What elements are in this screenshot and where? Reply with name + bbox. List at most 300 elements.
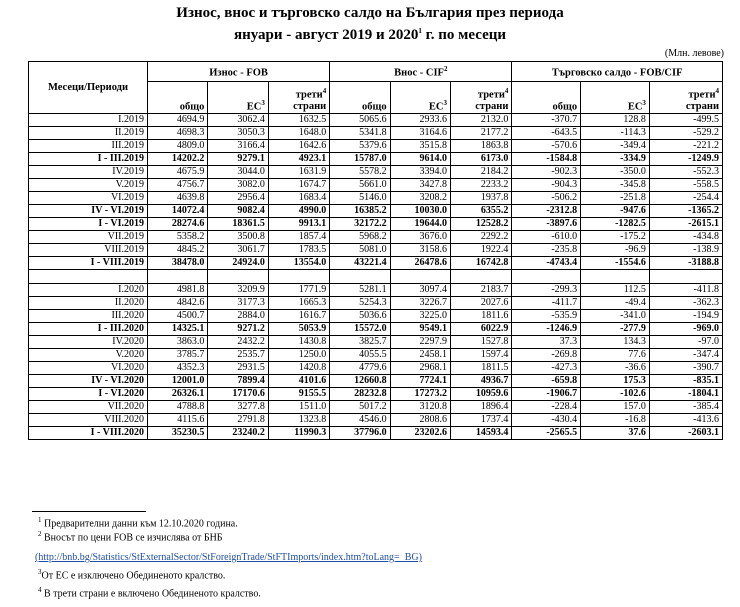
value-cell: 4698.3 [148, 127, 208, 140]
sub-header: трети$^4$ страни [268, 82, 329, 114]
sub-header: $ЕС^3$ [581, 82, 650, 114]
value-cell: -385.4 [649, 401, 722, 414]
table-row [29, 153, 723, 166]
value-cell: -427.3 [512, 362, 581, 375]
table-row [29, 218, 723, 231]
value-cell: -3188.8 [649, 257, 722, 270]
period-cell: IV.2019 [29, 166, 148, 179]
period-cell: VI.2020 [29, 362, 148, 375]
value-cell: 5053.9 [268, 323, 329, 336]
period-cell: I - VIII.2019 [29, 257, 148, 270]
value-cell: 9549.1 [390, 323, 450, 336]
value-cell: 6355.2 [451, 205, 512, 218]
value-cell: -529.2 [649, 127, 722, 140]
value-cell: 3394.0 [390, 166, 450, 179]
value-cell: 23240.2 [208, 427, 268, 440]
table-row [29, 401, 723, 414]
value-cell: -2603.1 [649, 427, 722, 440]
value-cell: 1642.6 [268, 140, 329, 153]
sub-header: $ЕС^3$ [390, 82, 450, 114]
value-cell: -411.8 [649, 284, 722, 297]
value-cell: 14325.1 [148, 323, 208, 336]
value-cell: 4809.0 [148, 140, 208, 153]
value-cell: 3061.7 [208, 244, 268, 257]
value-cell: 26326.1 [148, 388, 208, 401]
table-row [29, 414, 723, 427]
value-cell: 1527.8 [451, 336, 512, 349]
value-cell: 1783.5 [268, 244, 329, 257]
value-cell: 4639.8 [148, 192, 208, 205]
group-header: Търговско салдо - FOB/CIF [512, 62, 723, 82]
period-cell: VI.2019 [29, 192, 148, 205]
value-cell: 1430.8 [268, 336, 329, 349]
sub-header: трети$^4$ страни [649, 82, 722, 114]
footnote-2: $^2$ Вносът по цени FOB се изчислява от БНБ [38, 530, 223, 544]
value-cell: -1249.9 [649, 153, 722, 166]
value-cell: -570.6 [512, 140, 581, 153]
table-row [29, 349, 723, 362]
value-cell: 3676.0 [390, 231, 450, 244]
value-cell: 2458.1 [390, 349, 450, 362]
value-cell: 4352.3 [148, 362, 208, 375]
value-cell: 43221.4 [330, 257, 390, 270]
value-cell: 128.8 [581, 114, 650, 127]
value-cell: 24924.0 [208, 257, 268, 270]
value-cell: -499.5 [649, 114, 722, 127]
period-cell: IV.2020 [29, 336, 148, 349]
value-cell: 7899.4 [208, 375, 268, 388]
sub-header: общо [148, 82, 208, 114]
value-cell: 4101.6 [268, 375, 329, 388]
value-cell: 23202.6 [390, 427, 450, 440]
value-cell: 4990.0 [268, 205, 329, 218]
value-cell: -659.8 [512, 375, 581, 388]
value-cell: 3050.3 [208, 127, 268, 140]
value-cell [268, 270, 329, 284]
value-cell: 1683.4 [268, 192, 329, 205]
value-cell: 4055.5 [330, 349, 390, 362]
value-cell: 3164.6 [390, 127, 450, 140]
value-cell: 3785.7 [148, 349, 208, 362]
value-cell: 4842.6 [148, 297, 208, 310]
period-cell: V.2019 [29, 179, 148, 192]
period-cell: III.2019 [29, 140, 148, 153]
value-cell: -114.3 [581, 127, 650, 140]
value-cell: 38478.0 [148, 257, 208, 270]
table-row [29, 427, 723, 440]
value-cell: 37.3 [512, 336, 581, 349]
value-cell: 3158.6 [390, 244, 450, 257]
table-row [29, 297, 723, 310]
value-cell: 9279.1 [208, 153, 268, 166]
value-cell: -558.5 [649, 179, 722, 192]
value-cell: 5379.6 [330, 140, 390, 153]
value-cell: 2956.4 [208, 192, 268, 205]
value-cell: 1674.7 [268, 179, 329, 192]
value-cell: 5341.8 [330, 127, 390, 140]
value-cell: -16.8 [581, 414, 650, 427]
value-cell: -535.9 [512, 310, 581, 323]
period-cell: III.2020 [29, 310, 148, 323]
value-cell: -1906.7 [512, 388, 581, 401]
value-cell: 1937.8 [451, 192, 512, 205]
value-cell: 3208.2 [390, 192, 450, 205]
table-row [29, 231, 723, 244]
value-cell: 3120.8 [390, 401, 450, 414]
value-cell: -49.4 [581, 297, 650, 310]
value-cell: 5358.2 [148, 231, 208, 244]
value-cell: 4115.6 [148, 414, 208, 427]
value-cell: 2027.6 [451, 297, 512, 310]
value-cell: 32172.2 [330, 218, 390, 231]
table-row [29, 336, 723, 349]
table-row [29, 323, 723, 336]
value-cell: -552.3 [649, 166, 722, 179]
value-cell: 5081.0 [330, 244, 390, 257]
table-row [29, 114, 723, 127]
value-cell: -277.9 [581, 323, 650, 336]
value-cell: 3500.8 [208, 231, 268, 244]
value-cell: 13554.0 [268, 257, 329, 270]
value-cell: -254.4 [649, 192, 722, 205]
value-cell: -251.8 [581, 192, 650, 205]
value-cell: -969.0 [649, 323, 722, 336]
value-cell: -506.2 [512, 192, 581, 205]
footnote-4: $^4$ В трети страни е включено Обединеното кралство. [38, 586, 261, 600]
value-cell: 1616.7 [268, 310, 329, 323]
value-cell: 5036.6 [330, 310, 390, 323]
value-cell: 1632.5 [268, 114, 329, 127]
value-cell: 3044.0 [208, 166, 268, 179]
value-cell: 16385.2 [330, 205, 390, 218]
value-cell: 1737.4 [451, 414, 512, 427]
value-cell: 26478.6 [390, 257, 450, 270]
value-cell: 6022.9 [451, 323, 512, 336]
value-cell: 9913.1 [268, 218, 329, 231]
value-cell: 77.6 [581, 349, 650, 362]
value-cell: -2615.1 [649, 218, 722, 231]
value-cell: 1771.9 [268, 284, 329, 297]
sub-header: $ЕС^3$ [208, 82, 268, 114]
value-cell: 3166.4 [208, 140, 268, 153]
group-header: Внос - CIF$^2$ [330, 62, 512, 82]
value-cell: -390.7 [649, 362, 722, 375]
value-cell: 2132.0 [451, 114, 512, 127]
value-cell: 3825.7 [330, 336, 390, 349]
value-cell: -334.9 [581, 153, 650, 166]
value-cell: 1896.4 [451, 401, 512, 414]
value-cell: -194.9 [649, 310, 722, 323]
value-cell: 2177.2 [451, 127, 512, 140]
value-cell: -138.9 [649, 244, 722, 257]
value-cell: 5065.6 [330, 114, 390, 127]
value-cell: 19644.0 [390, 218, 450, 231]
value-cell: -97.0 [649, 336, 722, 349]
table-row [29, 179, 723, 192]
value-cell: -610.0 [512, 231, 581, 244]
value-cell: -347.4 [649, 349, 722, 362]
value-cell: 1922.4 [451, 244, 512, 257]
period-cell: IV - VI.2020 [29, 375, 148, 388]
value-cell: 28274.6 [148, 218, 208, 231]
value-cell: 37796.0 [330, 427, 390, 440]
value-cell: -96.9 [581, 244, 650, 257]
value-cell: -36.6 [581, 362, 650, 375]
value-cell: -341.0 [581, 310, 650, 323]
value-cell: 5968.2 [330, 231, 390, 244]
period-cell: VII.2020 [29, 401, 148, 414]
value-cell: 12528.2 [451, 218, 512, 231]
value-cell: 17273.2 [390, 388, 450, 401]
footnote-1: $^1$ Предварителни данни към 12.10.2020 година. [38, 516, 238, 530]
value-cell: -1282.5 [581, 218, 650, 231]
value-cell: 28232.8 [330, 388, 390, 401]
value-cell: 2535.7 [208, 349, 268, 362]
value-cell [148, 270, 208, 284]
value-cell: 4694.9 [148, 114, 208, 127]
period-cell: VIII.2019 [29, 244, 148, 257]
value-cell: 1648.0 [268, 127, 329, 140]
value-cell: -102.6 [581, 388, 650, 401]
period-cell [29, 270, 148, 284]
value-cell: -1584.8 [512, 153, 581, 166]
value-cell: 16742.8 [451, 257, 512, 270]
value-cell: -413.6 [649, 414, 722, 427]
value-cell: 157.0 [581, 401, 650, 414]
value-cell: 1665.3 [268, 297, 329, 310]
value-cell [451, 270, 512, 284]
value-cell: -345.8 [581, 179, 650, 192]
value-cell: -221.2 [649, 140, 722, 153]
value-cell: -3897.6 [512, 218, 581, 231]
value-cell: 2933.6 [390, 114, 450, 127]
table-row [29, 140, 723, 153]
value-cell: 35230.5 [148, 427, 208, 440]
value-cell: 5146.0 [330, 192, 390, 205]
value-cell: -370.7 [512, 114, 581, 127]
value-cell: 12001.0 [148, 375, 208, 388]
value-cell: 1631.9 [268, 166, 329, 179]
value-cell: 14202.2 [148, 153, 208, 166]
value-cell: 2297.9 [390, 336, 450, 349]
value-cell: -349.4 [581, 140, 650, 153]
value-cell: 4546.0 [330, 414, 390, 427]
value-cell: -835.1 [649, 375, 722, 388]
value-cell: -1804.1 [649, 388, 722, 401]
bnb-link[interactable]: (http://bnb.bg/Statistics/StExternalSector/StForeignTrade/StFTImports/index.htm?toLang=_BG) [35, 552, 422, 563]
value-cell: 2432.2 [208, 336, 268, 349]
period-cell: IV - VI.2019 [29, 205, 148, 218]
period-cell: I.2020 [29, 284, 148, 297]
period-header: Месеци/Периоди [29, 62, 148, 114]
value-cell: 2791.8 [208, 414, 268, 427]
value-cell: 6173.0 [451, 153, 512, 166]
value-cell: -235.8 [512, 244, 581, 257]
value-cell: 3515.8 [390, 140, 450, 153]
value-cell: 11990.3 [268, 427, 329, 440]
value-cell: -2312.8 [512, 205, 581, 218]
value-cell: 175.3 [581, 375, 650, 388]
value-cell: 2183.7 [451, 284, 512, 297]
value-cell: -228.4 [512, 401, 581, 414]
value-cell: 5578.2 [330, 166, 390, 179]
value-cell: 1811.6 [451, 310, 512, 323]
table-row [29, 388, 723, 401]
value-cell: 3277.8 [208, 401, 268, 414]
value-cell: 4845.2 [148, 244, 208, 257]
table-row [29, 192, 723, 205]
period-cell: VIII.2020 [29, 414, 148, 427]
value-cell: 1420.8 [268, 362, 329, 375]
value-cell [581, 270, 650, 284]
value-cell: -434.8 [649, 231, 722, 244]
value-cell: 1863.8 [451, 140, 512, 153]
footnote-divider [32, 511, 146, 512]
footnote-link-row [35, 552, 422, 563]
value-cell: -1246.9 [512, 323, 581, 336]
value-cell: -947.6 [581, 205, 650, 218]
value-cell: -350.0 [581, 166, 650, 179]
value-cell: 10030.0 [390, 205, 450, 218]
sub-header: общо [512, 82, 581, 114]
value-cell [512, 270, 581, 284]
value-cell: 3062.4 [208, 114, 268, 127]
value-cell: 3427.8 [390, 179, 450, 192]
units-label: (Млн. левове) [664, 48, 724, 59]
value-cell: -4743.4 [512, 257, 581, 270]
value-cell: -643.5 [512, 127, 581, 140]
table-row [29, 362, 723, 375]
value-cell: 2884.0 [208, 310, 268, 323]
value-cell: 4788.8 [148, 401, 208, 414]
value-cell: 18361.5 [208, 218, 268, 231]
value-cell: 2184.2 [451, 166, 512, 179]
table-row [29, 127, 723, 140]
value-cell: 3177.3 [208, 297, 268, 310]
period-cell: I - III.2020 [29, 323, 148, 336]
value-cell: 10959.6 [451, 388, 512, 401]
value-cell: -1554.6 [581, 257, 650, 270]
value-cell [208, 270, 268, 284]
title-line-1: Износ, внос и търговско салдо на България през периода [176, 5, 564, 21]
value-cell: 12660.8 [330, 375, 390, 388]
table-row [29, 270, 723, 284]
period-cell: II.2020 [29, 297, 148, 310]
title-line-2: януари - август 2019 и 2020$^1$ г. по месеци [233, 27, 507, 43]
sub-header: общо [330, 82, 390, 114]
value-cell [330, 270, 390, 284]
value-cell: 5661.0 [330, 179, 390, 192]
value-cell: 2968.1 [390, 362, 450, 375]
period-cell: I - VI.2020 [29, 388, 148, 401]
table-row [29, 375, 723, 388]
value-cell: 2292.2 [451, 231, 512, 244]
value-cell: -362.3 [649, 297, 722, 310]
value-cell: 3226.7 [390, 297, 450, 310]
table-row [29, 310, 723, 323]
value-cell: 2931.5 [208, 362, 268, 375]
value-cell: -902.3 [512, 166, 581, 179]
value-cell: 4936.7 [451, 375, 512, 388]
value-cell: 9082.4 [208, 205, 268, 218]
page-title [0, 4, 740, 44]
table-row [29, 257, 723, 270]
value-cell: 1323.8 [268, 414, 329, 427]
value-cell: 15572.0 [330, 323, 390, 336]
period-cell: V.2020 [29, 349, 148, 362]
value-cell: 5254.3 [330, 297, 390, 310]
value-cell: 15787.0 [330, 153, 390, 166]
header-row-groups [29, 62, 723, 82]
table-row [29, 205, 723, 218]
value-cell: 9614.0 [390, 153, 450, 166]
value-cell: 4779.6 [330, 362, 390, 375]
value-cell: 1857.4 [268, 231, 329, 244]
period-cell: VII.2019 [29, 231, 148, 244]
value-cell: -430.4 [512, 414, 581, 427]
value-cell: 112.5 [581, 284, 650, 297]
sub-header: трети$^4$ страни [451, 82, 512, 114]
value-cell: -299.3 [512, 284, 581, 297]
value-cell: 2233.2 [451, 179, 512, 192]
value-cell: 4500.7 [148, 310, 208, 323]
value-cell: 14593.4 [451, 427, 512, 440]
value-cell: -1365.2 [649, 205, 722, 218]
value-cell: 37.6 [581, 427, 650, 440]
value-cell: 4675.9 [148, 166, 208, 179]
value-cell: 1811.5 [451, 362, 512, 375]
value-cell: 9271.2 [208, 323, 268, 336]
period-cell: I - VI.2019 [29, 218, 148, 231]
value-cell: 4981.8 [148, 284, 208, 297]
value-cell: 3225.0 [390, 310, 450, 323]
value-cell: 1597.4 [451, 349, 512, 362]
value-cell: 7724.1 [390, 375, 450, 388]
value-cell: 134.3 [581, 336, 650, 349]
value-cell: 4923.1 [268, 153, 329, 166]
table-row [29, 166, 723, 179]
value-cell: 9155.5 [268, 388, 329, 401]
value-cell: 5281.1 [330, 284, 390, 297]
value-cell: 14072.4 [148, 205, 208, 218]
period-cell: I.2019 [29, 114, 148, 127]
period-cell: II.2019 [29, 127, 148, 140]
value-cell: 17170.6 [208, 388, 268, 401]
footnote-3: $^3$От ЕС е изключено Обединеното кралство. [38, 568, 226, 582]
table-row [29, 284, 723, 297]
value-cell: -175.2 [581, 231, 650, 244]
value-cell: -269.8 [512, 349, 581, 362]
value-cell: 2808.6 [390, 414, 450, 427]
value-cell: -904.3 [512, 179, 581, 192]
value-cell: 4756.7 [148, 179, 208, 192]
value-cell: 1250.0 [268, 349, 329, 362]
value-cell: 3082.0 [208, 179, 268, 192]
group-header: Износ - FOB [148, 62, 330, 82]
value-cell: 3209.9 [208, 284, 268, 297]
trade-table [28, 61, 723, 440]
value-cell: 3097.4 [390, 284, 450, 297]
value-cell: 5017.2 [330, 401, 390, 414]
value-cell: 1511.0 [268, 401, 329, 414]
period-cell: I - III.2019 [29, 153, 148, 166]
value-cell: -2565.5 [512, 427, 581, 440]
period-cell: I - VIII.2020 [29, 427, 148, 440]
value-cell: -411.7 [512, 297, 581, 310]
value-cell [390, 270, 450, 284]
value-cell [649, 270, 722, 284]
value-cell: 3863.0 [148, 336, 208, 349]
